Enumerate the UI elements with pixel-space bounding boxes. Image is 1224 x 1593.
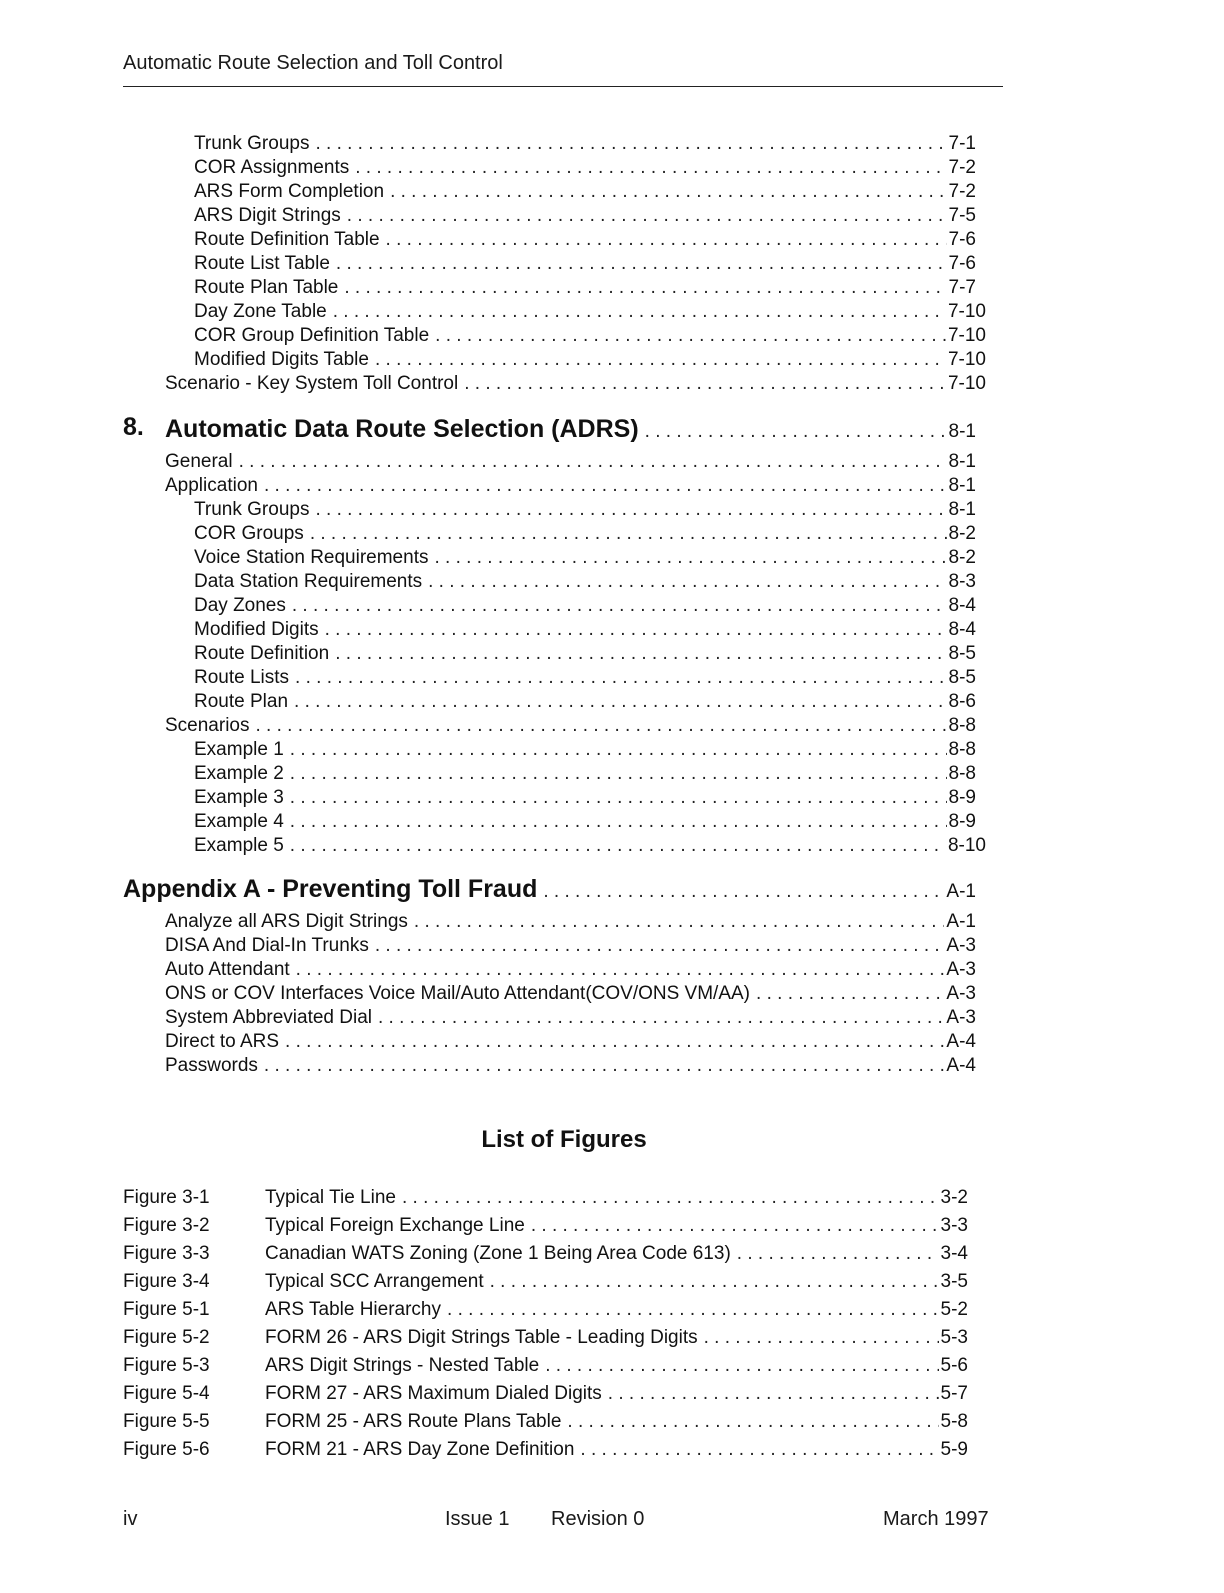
toc-entry[interactable]: Direct to ARS . . . A-4 [165, 1030, 976, 1054]
toc-entry[interactable]: Passwords . . . A-4 [165, 1054, 976, 1078]
toc-entry[interactable]: Example 2 . . . 8-8 [194, 762, 976, 786]
figure-entry[interactable]: FORM 26 - ARS Digit Strings Table - Leading Digits . . . 5-3 [265, 1326, 968, 1350]
figure-entry[interactable]: ARS Table Hierarchy . . . 5-2 [265, 1298, 968, 1322]
figure-entry[interactable]: Typical Tie Line . . . 3-2 [265, 1186, 968, 1210]
toc-entry[interactable]: Route Plan . . . 8-6 [194, 690, 976, 714]
figure-number: Figure 5-6 [123, 1439, 210, 1460]
figure-number: Figure 3-3 [123, 1243, 210, 1264]
figure-entry[interactable]: Canadian WATS Zoning (Zone 1 Being Area Code 613) . . . 3-4 [265, 1242, 968, 1266]
footer-date: March 1997 [883, 1508, 989, 1530]
toc-entry[interactable]: Scenario - Key System Toll Control . . . 7-10 [165, 372, 986, 396]
list-of-figures-title: List of Figures [481, 1126, 647, 1153]
figure-number: Figure 5-5 [123, 1411, 210, 1432]
toc-entry[interactable]: Modified Digits Table . . . 7-10 [194, 348, 986, 372]
toc-entry[interactable]: Day Zones . . . 8-4 [194, 594, 976, 618]
figure-number: Figure 5-2 [123, 1327, 210, 1348]
toc-entry[interactable]: Route List Table . . . 7-6 [194, 252, 976, 276]
chapter-heading[interactable]: Automatic Data Route Selection (ADRS) . . . 8-1 [165, 413, 976, 445]
footer-page-number: iv [123, 1508, 138, 1530]
toc-entry[interactable]: Voice Station Requirements . . . 8-2 [194, 546, 976, 570]
toc-entry[interactable]: Data Station Requirements . . . 8-3 [194, 570, 976, 594]
figure-entry[interactable]: FORM 25 - ARS Route Plans Table . . . 5-8 [265, 1410, 968, 1434]
toc-entry[interactable]: DISA And Dial-In Trunks . . . A-3 [165, 934, 976, 958]
footer-revision: Revision 0 [551, 1508, 645, 1530]
figure-entry[interactable]: Typical SCC Arrangement . . . 3-5 [265, 1270, 968, 1294]
figure-number: Figure 5-1 [123, 1299, 210, 1320]
toc-entry[interactable]: System Abbreviated Dial . . . A-3 [165, 1006, 976, 1030]
toc-entry[interactable]: Trunk Groups . . . 7-1 [194, 132, 976, 156]
toc-entry[interactable]: Example 4 . . . 8-9 [194, 810, 976, 834]
figure-entry[interactable]: FORM 21 - ARS Day Zone Definition . . . 5-9 [265, 1438, 968, 1462]
toc-entry[interactable]: General . . . 8-1 [165, 450, 976, 474]
figure-number: Figure 3-4 [123, 1271, 210, 1292]
figure-number: Figure 5-3 [123, 1355, 210, 1376]
appendix-heading[interactable]: Appendix A - Preventing Toll Fraud . . . A-1 [123, 873, 976, 905]
figure-number: Figure 3-1 [123, 1187, 210, 1208]
toc-entry[interactable]: ARS Form Completion . . . 7-2 [194, 180, 976, 204]
toc-entry[interactable]: Example 3 . . . 8-9 [194, 786, 976, 810]
footer-issue: Issue 1 [445, 1508, 510, 1530]
toc-entry[interactable]: Example 1 . . . 8-8 [194, 738, 976, 762]
toc-entry[interactable]: Analyze all ARS Digit Strings . . . A-1 [165, 910, 976, 934]
toc-entry[interactable]: Example 5 . . . 8-10 [194, 834, 986, 858]
toc-entry[interactable]: ARS Digit Strings . . . 7-5 [194, 204, 976, 228]
chapter-number: 8. [123, 413, 144, 441]
figure-entry[interactable]: Typical Foreign Exchange Line . . . 3-3 [265, 1214, 968, 1238]
toc-entry[interactable]: COR Groups . . . 8-2 [194, 522, 976, 546]
toc-entry[interactable]: Route Lists . . . 8-5 [194, 666, 976, 690]
header-rule [123, 86, 1003, 87]
toc-entry[interactable]: Scenarios . . . 8-8 [165, 714, 976, 738]
toc-entry[interactable]: Day Zone Table . . . 7-10 [194, 300, 986, 324]
toc-entry[interactable]: Route Definition Table . . . 7-6 [194, 228, 976, 252]
figure-entry[interactable]: FORM 27 - ARS Maximum Dialed Digits . . . 5-7 [265, 1382, 968, 1406]
figure-number: Figure 5-4 [123, 1383, 210, 1404]
running-header: Automatic Route Selection and Toll Control [123, 52, 503, 74]
toc-entry[interactable]: Application . . . 8-1 [165, 474, 976, 498]
toc-entry[interactable]: Route Plan Table . . . 7-7 [194, 276, 976, 300]
toc-entry[interactable]: ONS or COV Interfaces Voice Mail/Auto Attendant(COV/ONS VM/AA) . . . A-3 [165, 982, 976, 1006]
toc-entry[interactable]: COR Group Definition Table . . . 7-10 [194, 324, 986, 348]
figure-number: Figure 3-2 [123, 1215, 210, 1236]
toc-entry[interactable]: COR Assignments . . . 7-2 [194, 156, 976, 180]
toc-entry[interactable]: Route Definition . . . 8-5 [194, 642, 976, 666]
toc-entry[interactable]: Auto Attendant . . . A-3 [165, 958, 976, 982]
figure-entry[interactable]: ARS Digit Strings - Nested Table . . . 5-6 [265, 1354, 968, 1378]
toc-entry[interactable]: Modified Digits . . . 8-4 [194, 618, 976, 642]
toc-entry[interactable]: Trunk Groups . . . 8-1 [194, 498, 976, 522]
